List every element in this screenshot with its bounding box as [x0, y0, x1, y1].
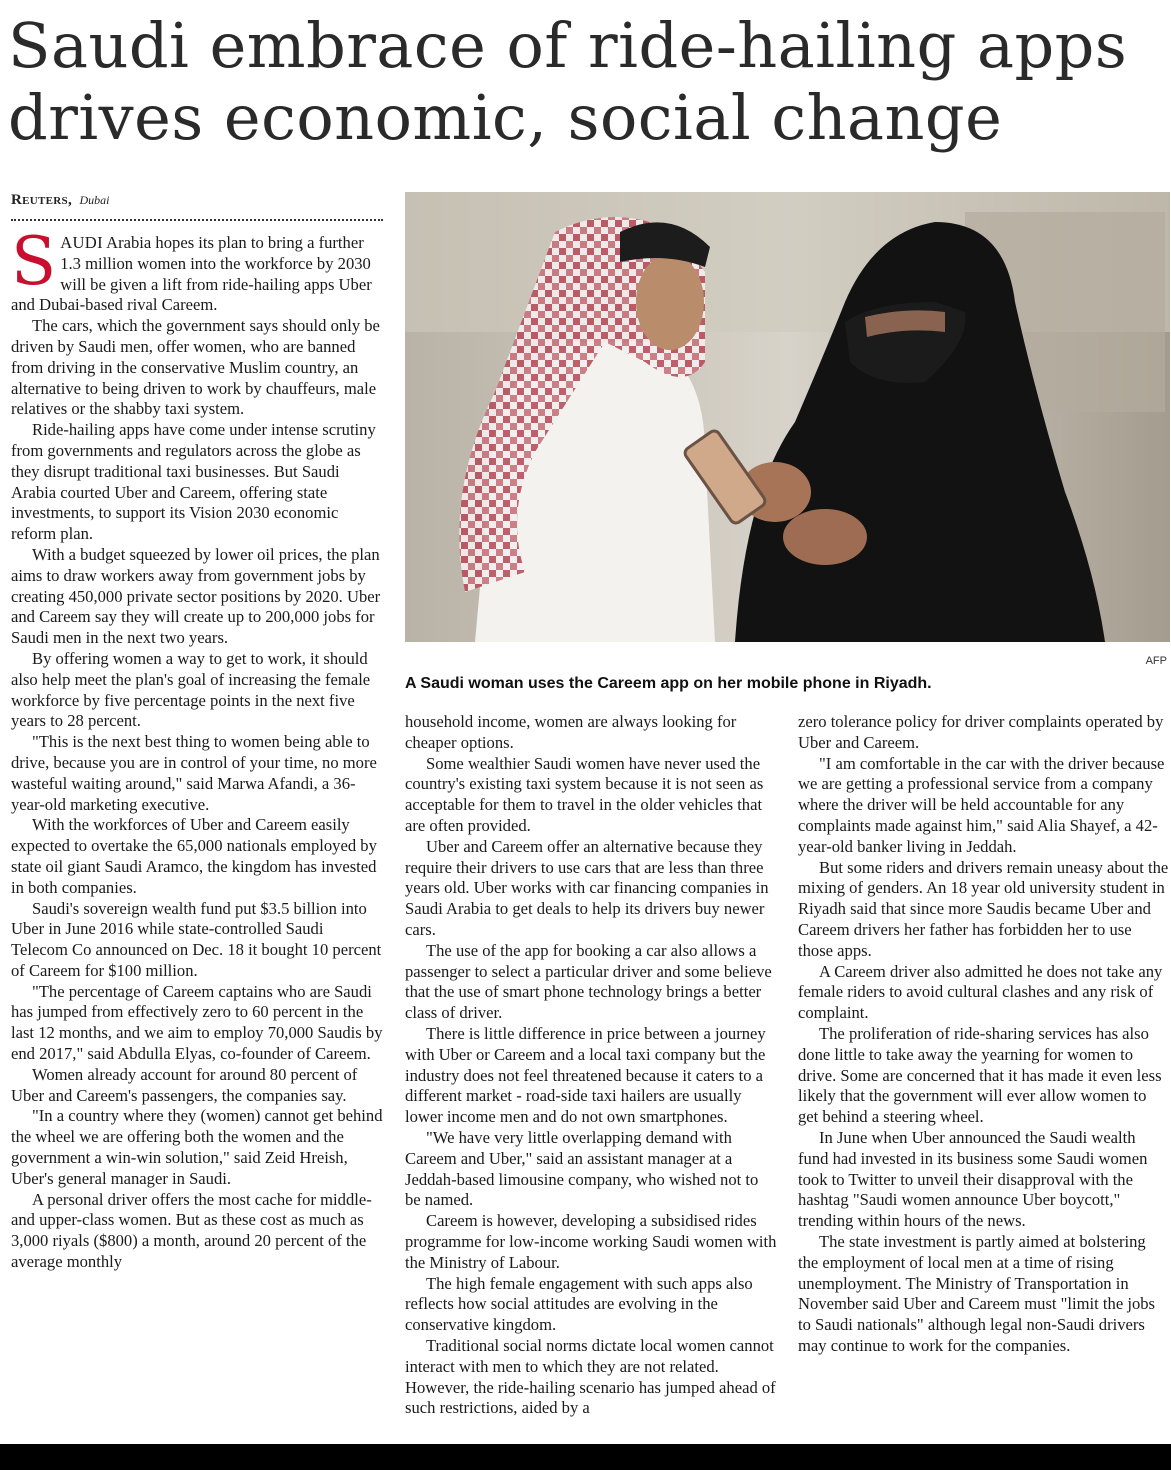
- bottom-bar: [0, 1444, 1171, 1470]
- paragraph: "In a country where they (women) cannot get behind the wheel we are offering both the women and the government a win-win solution," said Zeid Hreish, Uber's general manager in Saudi.: [11, 1106, 383, 1188]
- article-column-3: [798, 712, 1170, 1445]
- drop-cap: S: [11, 233, 57, 300]
- paragraph: "I am comfortable in the car with the driver because we are getting a professional service from a company where the driver will be held accountable for any complaints made against him," said Alia Shayef, a 42-year-old banker living in Jeddah.: [798, 753, 1165, 856]
- dotted-divider: [11, 219, 383, 221]
- photo-caption: A Saudi woman uses the Careem app on her mobile phone in Riyadh.: [405, 675, 932, 692]
- paragraph: The state investment is partly aimed at bolstering the employment of local men at a time of rising unemployment. The Ministry of Transportation in November said Uber and Careem must "limit the jobs to Saudi nationals" although legal non-Saudi drivers may continue to work for the companies.: [798, 1231, 1156, 1355]
- paragraph: But some riders and drivers remain uneasy about the mixing of genders. An 18 year old university student in Riyadh said that since more Saudis became Uber and Careem drivers her father has forbidden her to use those apps.: [798, 857, 1169, 960]
- paragraph: Women already account for around 80 percent of Uber and Careem's passengers, the companies say.: [11, 1064, 358, 1105]
- paragraph: Uber and Careem offer an alternative because they require their drivers to use cars that are less than three years old. Uber works with car financing companies in Saudi Arabia to get deals to help its drivers buy newer cars.: [405, 836, 769, 939]
- photo-credit: AFP: [1145, 655, 1167, 667]
- news-photo: [405, 192, 1170, 642]
- paragraph: Some wealthier Saudi women have never used the country's existing taxi system because it is not seen as acceptable for them to travel in the older vehicles that are often provided.: [405, 753, 764, 835]
- lead-caps: AUDI: [60, 233, 103, 252]
- byline: [11, 192, 110, 209]
- paragraph: In June when Uber announced the Saudi wealth fund had invested in its business some Saudi women took to Twitter to unveil their disapproval with the hashtag "Saudi women announce Uber boycott," trending within hours of the news.: [798, 1127, 1148, 1231]
- paragraph: The high female engagement with such apps also reflects how social attitudes are evolving in the conservative kingdom.: [405, 1273, 753, 1335]
- paragraph: With the workforces of Uber and Careem easily expected to overtake the 65,000 nationals employed by state oil giant Saudi Aramco, the kingdom has invested in both companies.: [11, 815, 377, 897]
- paragraph: A Careem driver also admitted he does not take any female riders to avoid cultural clashes and any risk of complaint.: [798, 961, 1163, 1023]
- paragraph: With a budget squeezed by lower oil prices, the plan aims to draw workers away from government jobs by creating 450,000 private sector positions by 2020. Uber and Careem say they will create up to 200,000 jobs for Saudi men in the next two years.: [11, 544, 381, 648]
- headline: Saudi embrace of ride-hailing apps drives economic, social change: [8, 9, 1128, 154]
- byline-agency: Reuters,: [11, 192, 72, 208]
- paragraph: The use of the app for booking a car also allows a passenger to select a particular driver and some believe that the use of smart phone technology brings a better class of driver.: [405, 940, 772, 1023]
- paragraph: A personal driver offers the most cache for middle- and upper-class women. But as these cost as much as 3,000 riyals ($800) a month, around 20 percent of the average monthly: [11, 1189, 372, 1272]
- lead-text: Arabia hopes its plan to bring a further 1.3 million women into the workforce by 2030 will be given a lift from ride-hailing apps Uber and Dubai-based rival Careem.: [11, 233, 372, 315]
- byline-place: Dubai: [79, 193, 110, 207]
- paragraph: "The percentage of Careem captains who are Saudi has jumped from effectively zero to 60 percent in the last 12 months, and we aim to employ 70,000 Saudis by end 2017," said Abdulla Elyas, co-founder of Careem.: [11, 981, 383, 1064]
- paragraph: "We have very little overlapping demand with Careem and Uber," said an assistant manager at a Jeddah-based limousine company, who wished not to be named.: [405, 1127, 759, 1210]
- paragraph: Traditional social norms dictate local women cannot interact with men to which they are not related. However, the ride-hailing scenario has jumped ahead of such restrictions, aided by a: [405, 1335, 776, 1418]
- paragraph: The cars, which the government says should only be driven by Saudi men, offer women, who are banned from driving in the conservative Muslim country, an alternative to being driven to work by chauffeurs, male relatives or the shabby taxi system.: [11, 316, 380, 419]
- paragraph: The proliferation of ride-sharing services has also done little to take away the yearning for women to drive. Some are concerned that it has made it even less likely that the government will ever allow women to get behind a steering wheel.: [798, 1023, 1162, 1127]
- paragraph: Ride-hailing apps have come under intense scrutiny from governments and regulators across the globe as they disrupt traditional taxi businesses. But Saudi Arabia courted Uber and Careem, offering state investments, to support its Vision 2030 economic reform plan.: [11, 420, 376, 544]
- paragraph: household income, women are always looking for cheaper options.: [405, 712, 737, 752]
- paragraph: Saudi's sovereign wealth fund put $3.5 billion into Uber in June 2016 while state-controlled Saudi Telecom Co announced on Dec. 18 it bought 10 percent of Careem for $100 million.: [11, 898, 382, 980]
- paragraph: By offering women a way to get to work, it should also help meet the plan's goal of increasing the female workforce by five percentage points in the next five years to 28 percent.: [11, 648, 371, 731]
- article-column-2: [405, 712, 778, 1445]
- paragraph: "This is the next best thing to women being able to drive, because you are in control of your time, no more wasteful waiting around," said Marwa Afandi, a 36-year-old marketing executive.: [11, 732, 377, 814]
- paragraph: zero tolerance policy for driver complaints operated by Uber and Careem.: [798, 712, 1164, 752]
- article-column-1: [11, 233, 384, 1445]
- lead-paragraph: [11, 233, 384, 316]
- paragraph: There is little difference in price between a journey with Uber or Careem and a local taxi company but the industry does not feel threatened because it caters to a different market - road-side taxi hailers are usually lower income men and do not own smartphones.: [405, 1023, 766, 1127]
- paragraph: Careem is however, developing a subsidised rides programme for low-income working Saudi women with the Ministry of Labour.: [405, 1211, 777, 1272]
